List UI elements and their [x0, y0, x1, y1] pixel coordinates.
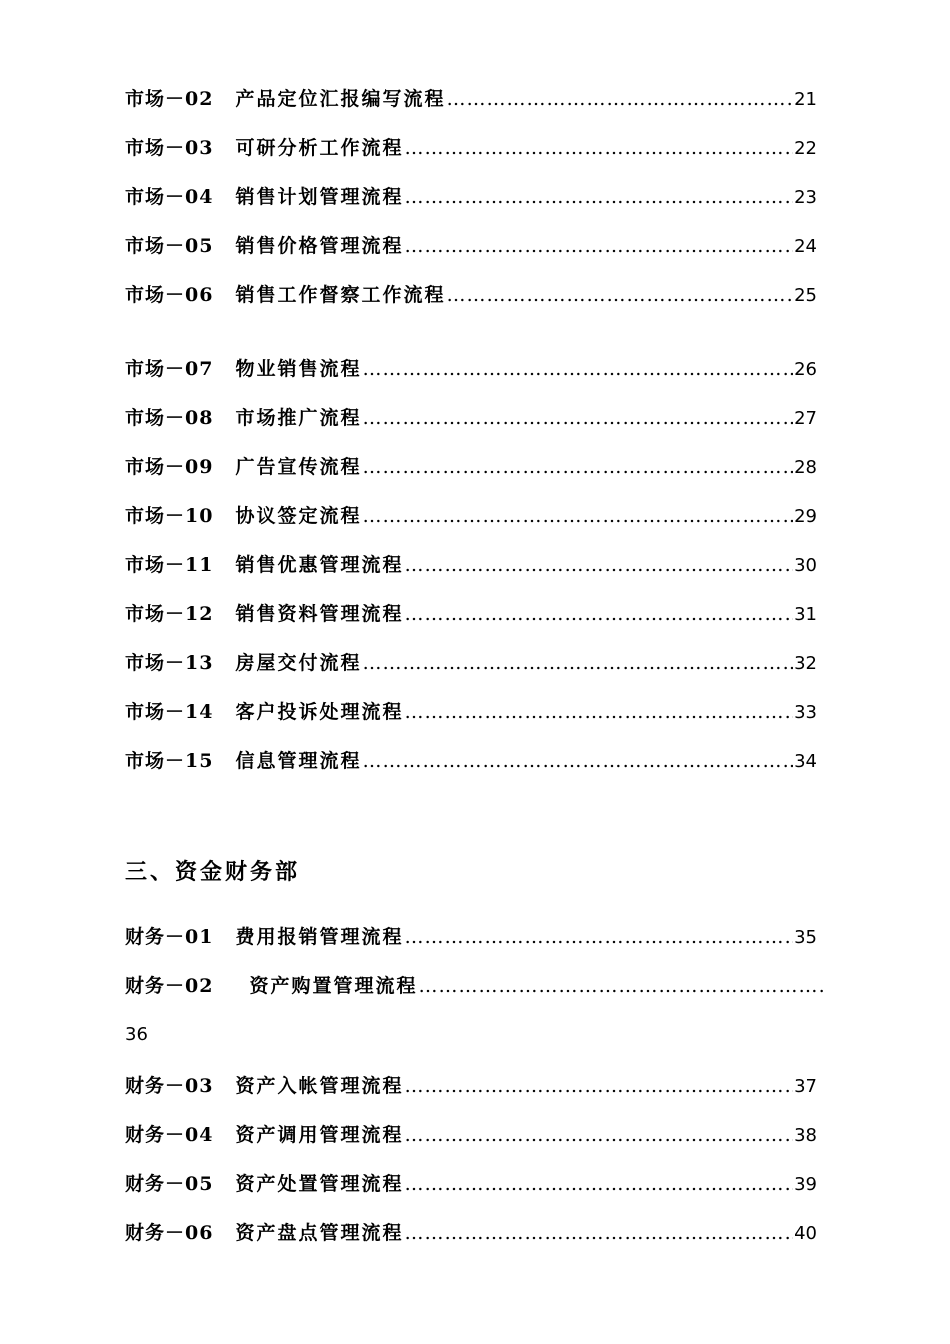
entry-code: 财务－03: [125, 1075, 214, 1097]
dot-leader: [404, 231, 793, 261]
entry-code: 市场－03: [125, 137, 214, 159]
toc-entry[interactable]: [125, 648, 817, 678]
entry-page-number: 33: [794, 702, 817, 723]
entry-title: 可研分析工作流程: [235, 137, 404, 159]
toc-entry[interactable]: [125, 231, 817, 261]
entry-page-number: 27: [794, 408, 817, 429]
entry-page-number: 34: [794, 751, 817, 772]
entry-page-number: 23: [794, 187, 817, 208]
dot-leader: [362, 501, 793, 531]
entry-page-number: 31: [794, 604, 817, 625]
entry-code: 财务－05: [125, 1173, 214, 1195]
entry-title: 资产入帐管理流程: [235, 1075, 404, 1097]
entry-code: 市场－02: [125, 88, 214, 110]
entry-code: 市场－14: [125, 701, 214, 723]
dot-leader: [404, 697, 793, 727]
toc-entry[interactable]: [125, 599, 817, 629]
toc-entry[interactable]: [125, 1071, 817, 1101]
entry-title: 资产盘点管理流程: [235, 1222, 404, 1244]
dot-leader: [404, 1120, 793, 1150]
entry-title: 销售价格管理流程: [235, 235, 404, 257]
entry-page-number: 28: [794, 457, 817, 478]
entry-page-number: 37: [794, 1076, 817, 1097]
entry-title: 物业销售流程: [235, 358, 362, 380]
entry-title: 销售优惠管理流程: [235, 554, 404, 576]
dot-leader: [362, 746, 793, 776]
dot-leader: [362, 354, 793, 384]
entry-page-number: 38: [794, 1125, 817, 1146]
entry-page-number: 35: [794, 927, 817, 948]
toc-entry[interactable]: [125, 452, 817, 482]
toc-entry[interactable]: [125, 403, 817, 433]
dot-leader: [404, 599, 793, 629]
dot-leader: [404, 1218, 793, 1248]
toc-entry[interactable]: [125, 501, 817, 531]
dot-leader: [404, 1071, 793, 1101]
entry-code: 财务－01: [125, 926, 214, 948]
entry-title: 协议签定流程: [235, 505, 362, 527]
entry-page-number: 30: [794, 555, 817, 576]
dot-leader: [404, 1169, 793, 1199]
entry-title: 销售工作督察工作流程: [235, 284, 446, 306]
dot-leader: [446, 280, 793, 310]
entry-page-number: 22: [794, 138, 817, 159]
entry-page-number: 25: [794, 285, 817, 306]
dot-leader: [404, 922, 793, 952]
toc-entry[interactable]: [125, 280, 817, 310]
entry-code: 市场－15: [125, 750, 214, 772]
toc-entry[interactable]: [125, 1218, 817, 1248]
entry-code: 市场－05: [125, 235, 214, 257]
entry-code: 市场－13: [125, 652, 214, 674]
entry-page-number: 29: [794, 506, 817, 527]
entry-title: 资产购置管理流程: [249, 975, 418, 997]
entry-title: 销售资料管理流程: [235, 603, 404, 625]
entry-title: 资产处置管理流程: [235, 1173, 404, 1195]
toc-entry[interactable]: [125, 1169, 817, 1199]
section-heading: 三、资金财务部: [125, 859, 301, 885]
toc-entry[interactable]: [125, 971, 825, 1001]
entry-code: 市场－06: [125, 284, 214, 306]
dot-leader: [446, 84, 793, 114]
entry-title: 房屋交付流程: [235, 652, 362, 674]
entry-code: 财务－02: [125, 975, 214, 997]
dot-leader: [362, 452, 793, 482]
toc-entry[interactable]: [125, 133, 817, 163]
entry-page-number: 40: [794, 1223, 817, 1244]
entry-title: 客户投诉处理流程: [235, 701, 404, 723]
entry-code: 市场－08: [125, 407, 214, 429]
dot-leader: [362, 648, 793, 678]
entry-code: 市场－09: [125, 456, 214, 478]
toc-entry[interactable]: [125, 182, 817, 212]
entry-title: 信息管理流程: [235, 750, 362, 772]
entry-title: 产品定位汇报编写流程: [235, 88, 446, 110]
dot-leader: [404, 550, 793, 580]
dot-leader: [362, 403, 793, 433]
entry-title: 资产调用管理流程: [235, 1124, 404, 1146]
entry-code: 市场－07: [125, 358, 214, 380]
entry-code: 财务－06: [125, 1222, 214, 1244]
entry-code: 财务－04: [125, 1124, 214, 1146]
toc-entry[interactable]: [125, 354, 817, 384]
entry-code: 市场－04: [125, 186, 214, 208]
entry-title: 市场推广流程: [235, 407, 362, 429]
entry-page-number: 32: [794, 653, 817, 674]
entry-code: 市场－12: [125, 603, 214, 625]
dot-leader: [404, 182, 793, 212]
entry-code: 市场－11: [125, 554, 214, 576]
entry-title: 销售计划管理流程: [235, 186, 404, 208]
toc-entry[interactable]: [125, 746, 817, 776]
entry-title: 广告宣传流程: [235, 456, 362, 478]
entry-page-number: 39: [794, 1174, 817, 1195]
entry-title: 费用报销管理流程: [235, 926, 404, 948]
entry-page-number: 26: [794, 359, 817, 380]
toc-entry[interactable]: [125, 1120, 817, 1150]
entry-page-number: 21: [794, 89, 817, 110]
toc-entry[interactable]: [125, 922, 817, 952]
entry-page-number-wrapped: 36: [125, 1024, 148, 1045]
toc-entry[interactable]: [125, 550, 817, 580]
dot-leader: [418, 971, 824, 1001]
entry-page-number: 24: [794, 236, 817, 257]
dot-leader: [404, 133, 793, 163]
entry-code: 市场－10: [125, 505, 214, 527]
toc-entry[interactable]: [125, 84, 817, 114]
toc-entry[interactable]: [125, 697, 817, 727]
